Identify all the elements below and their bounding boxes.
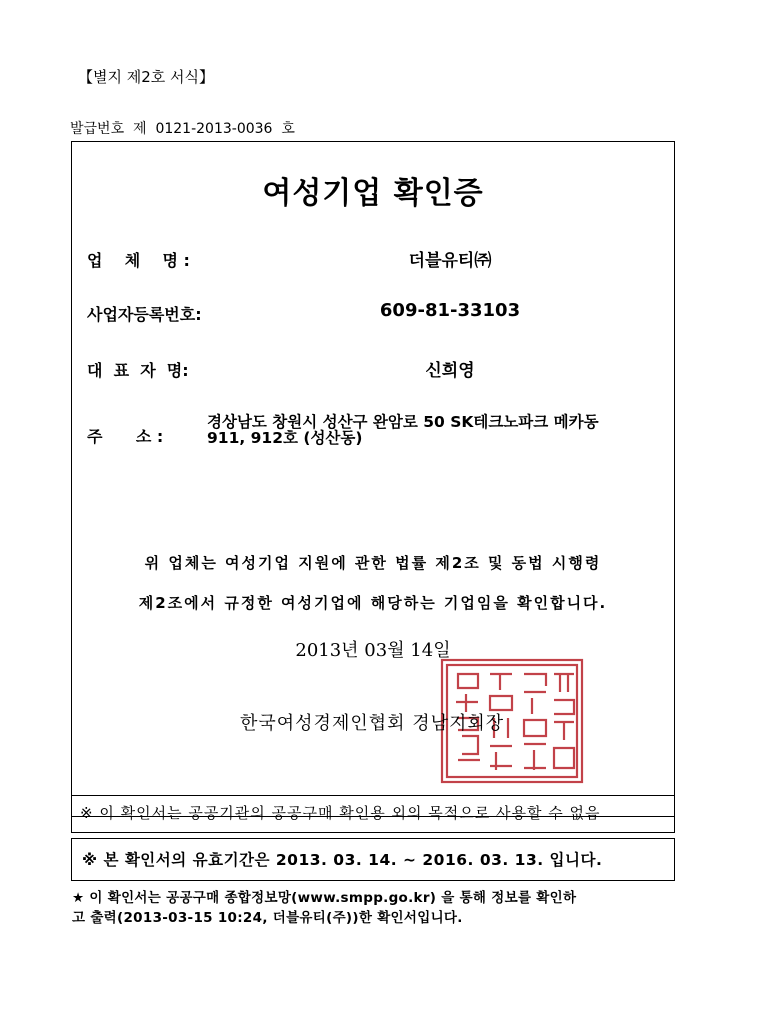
- footnote: [72, 888, 692, 928]
- issue-number-prefix: 발급번호: [70, 121, 125, 137]
- representative-value: 신희영: [425, 361, 475, 381]
- footnote-line-2: 고 출력(2013-03-15 10:24, 더블유티(주))한 확인서입니다.: [72, 910, 463, 926]
- validity-period: ※ 본 확인서의 유효기간은 2013. 03. 14. ~ 2016. 03. 13. 입니다.: [82, 851, 603, 869]
- company-name-value: 더블유티㈜: [408, 251, 492, 271]
- issue-date: 2013년 03월 14일: [295, 640, 451, 661]
- registration-number-value: 609-81-33103: [379, 300, 521, 321]
- usage-notice: ※ 이 확인서는 공공기관의 공공구매 확인용 외의 목적으로 사용할 수 없음: [80, 804, 601, 822]
- representative-label: 대 표 자 명:: [87, 361, 189, 380]
- address-line-1: 경상남도 창원시 성산구 완암로 50 SK테크노파크 메카동: [207, 413, 599, 431]
- statement-line-1: 위 업체는 여성기업 지원에 관한 법률 제2조 및 동법 시행령: [144, 554, 602, 572]
- certificate-title: 여성기업 확인증: [262, 176, 484, 211]
- footnote-line-1: ★ 이 확인서는 공공구매 종합정보망(www.smpp.go.kr) 을 통해 정보를 확인하: [72, 890, 577, 906]
- address-line-2: 911, 912호 (성산동): [207, 429, 363, 447]
- address-label: 주 소 :: [87, 427, 164, 446]
- issue-number-line: [70, 118, 295, 138]
- statement-line-2: 제2조에서 규정한 여성기업에 해당하는 기업임을 확인합니다.: [138, 594, 608, 612]
- address-value: [207, 414, 667, 446]
- issue-number-value: 0121-2013-0036: [155, 121, 273, 137]
- form-label: 【별지 제2호 서식】: [78, 68, 215, 86]
- issue-number-suffix: 호: [281, 121, 295, 137]
- company-name-label: 업 체 명 :: [87, 251, 190, 270]
- issue-number-je: 제: [133, 121, 147, 137]
- issuer-name: 한국여성경제인협회 경남지회장: [240, 713, 505, 734]
- registration-number-label: 사업자등록번호:: [87, 305, 202, 324]
